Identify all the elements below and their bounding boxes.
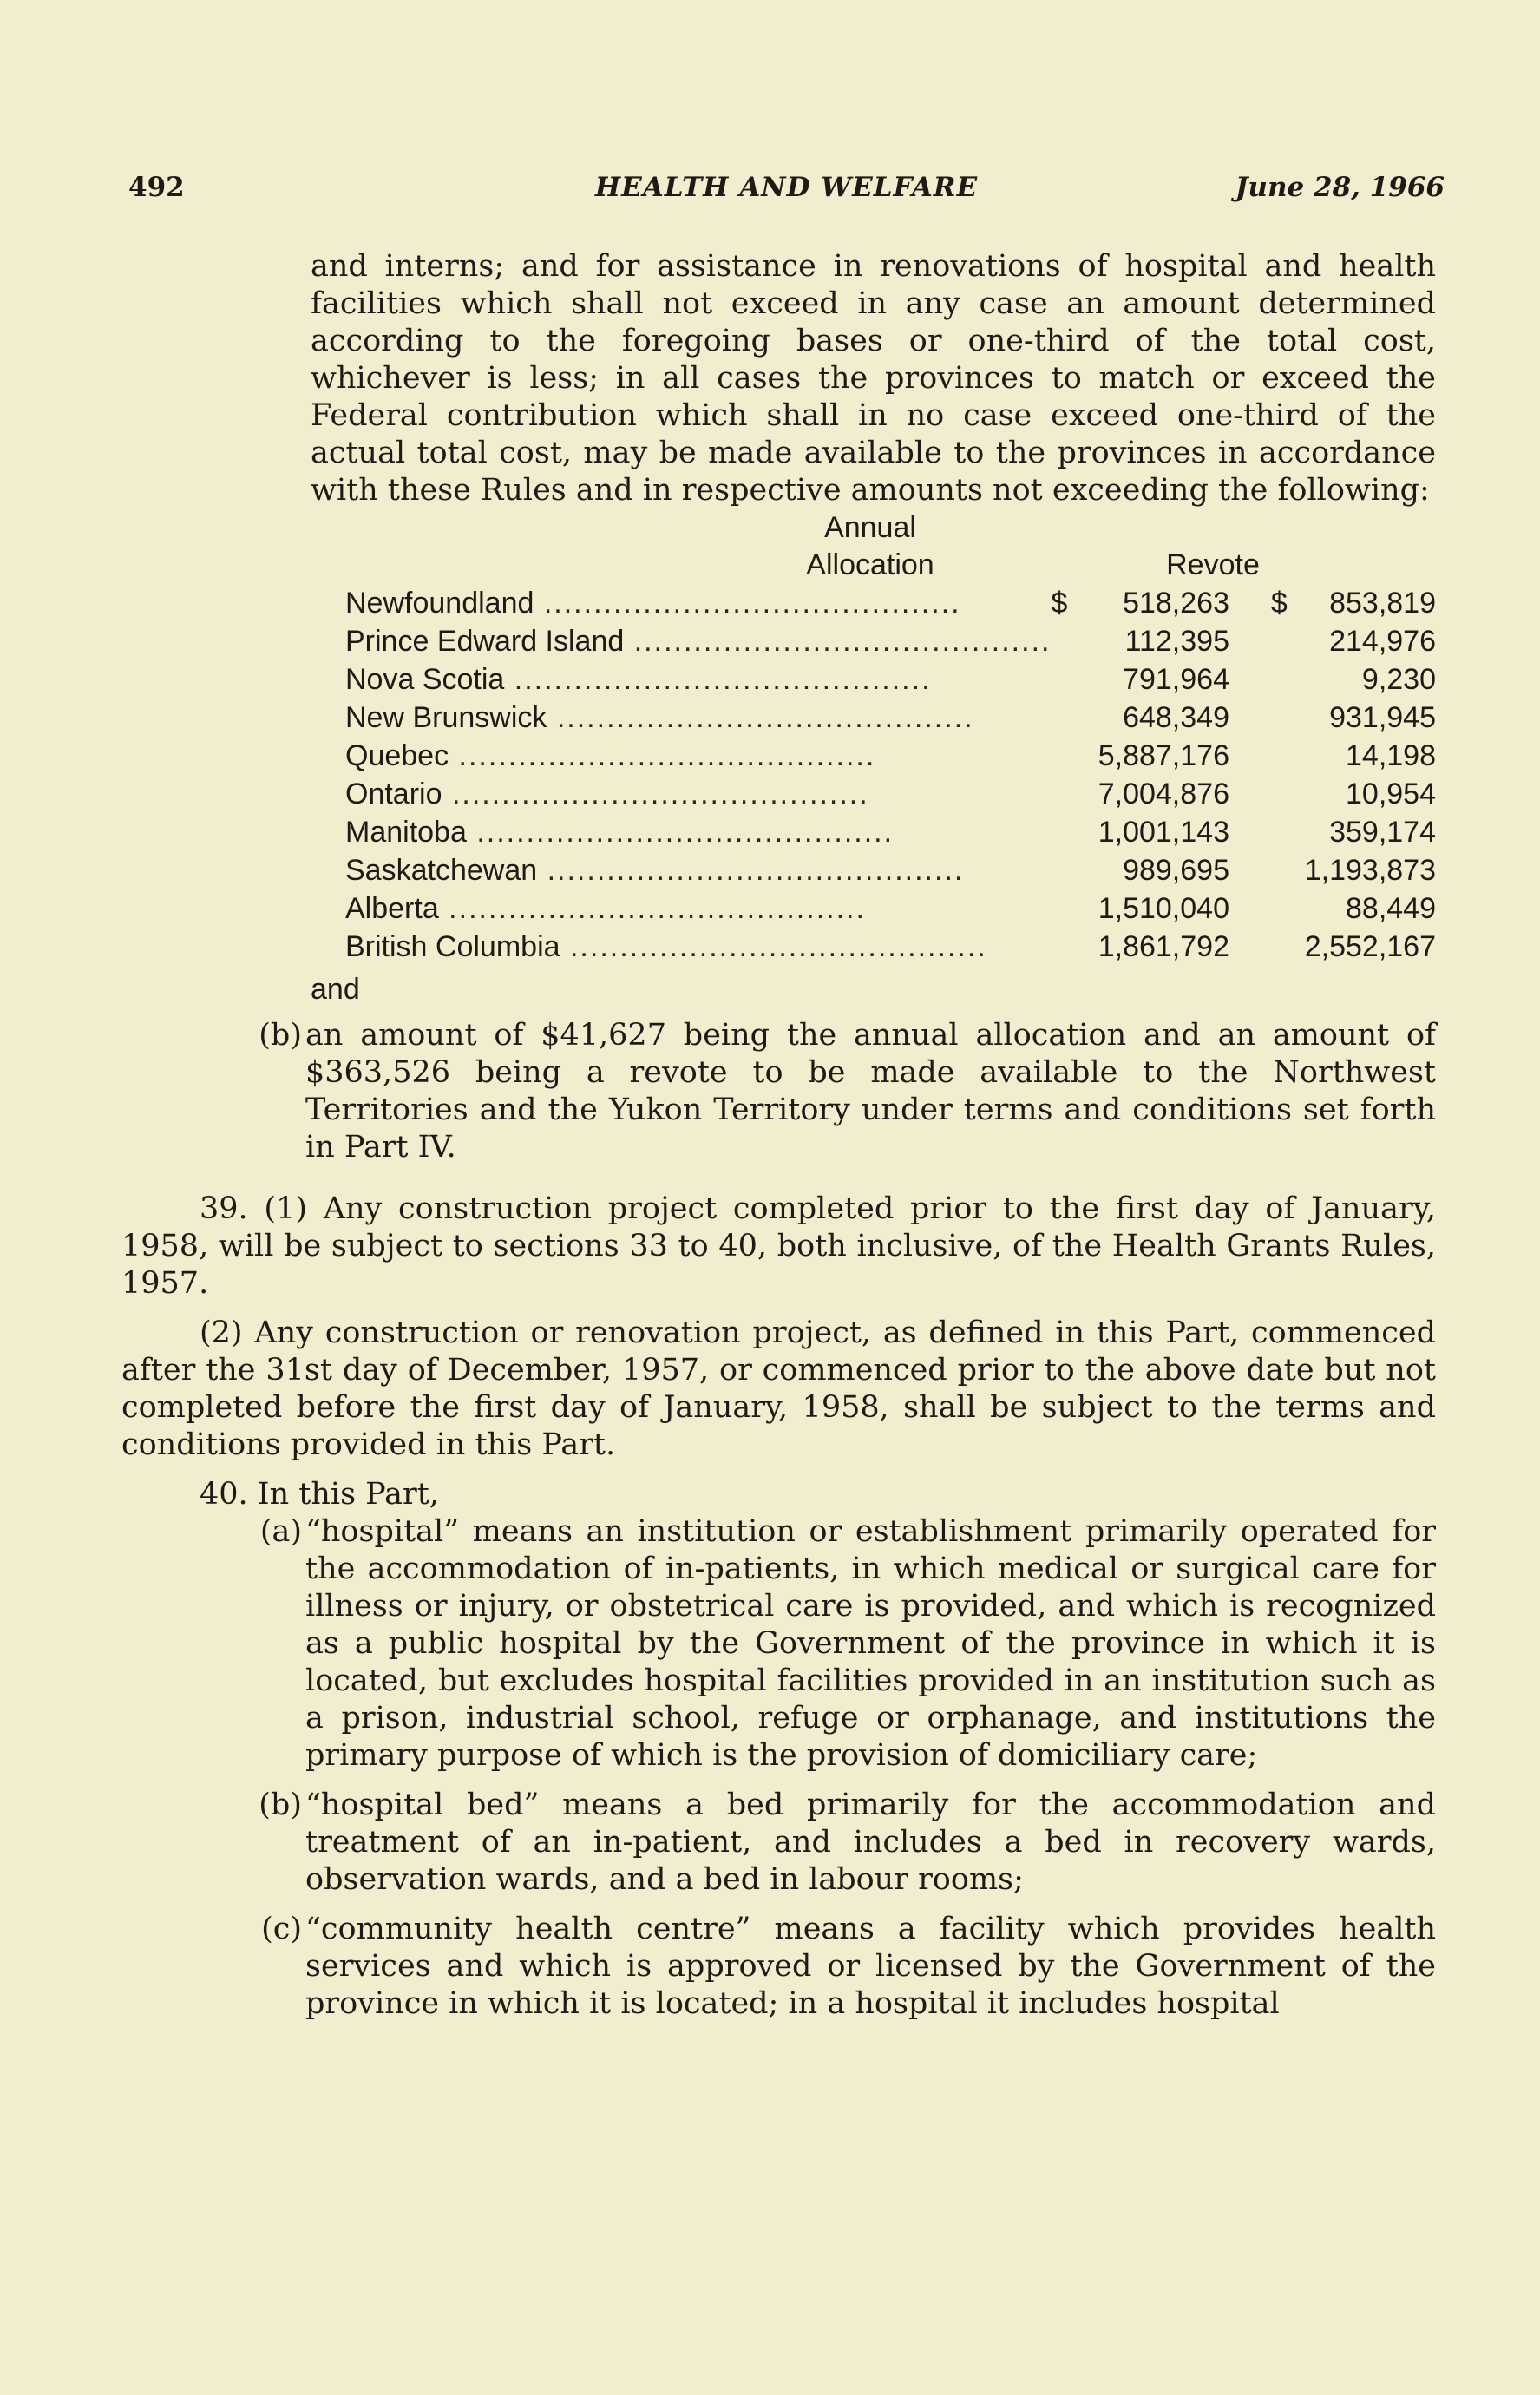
header-annual: Annual <box>824 511 916 544</box>
table-row <box>345 622 1436 660</box>
allocation-value: 7,004,876 <box>1098 778 1229 810</box>
province-name: Nova Scotia .......................................... <box>345 663 932 696</box>
definition-b <box>121 1787 1436 1899</box>
allocation-dollar-sign <box>1051 889 1072 928</box>
revote-dollar-sign <box>1229 737 1288 775</box>
definition-a-text: “hospital” means an institution or establishment primarily operated for the accommodation of in-patients, in which medical or surgical care for illness or injury, or obstetrical care is provided, and which is recognized as a public hospital by the Government of the province in which it is located, but excludes hospital facilities provided in an institution such as a prison, industrial school, refuge or orphanage, and institutions the primary purpose of which is the provision of domiciliary care; <box>305 1514 1436 1773</box>
page-header <box>128 172 1445 210</box>
section-40-intro: 40. In this Part, <box>200 1477 439 1512</box>
definition-b-label: (b) <box>259 1788 302 1822</box>
allocation-dollar-sign <box>1051 737 1072 775</box>
province-name: British Columbia .......................................... <box>345 930 987 963</box>
leader-dots: .......................................... <box>560 930 987 963</box>
revote-value: 214,976 <box>1329 625 1436 658</box>
leader-dots: .......................................... <box>449 739 876 772</box>
leader-dots: .......................................... <box>537 854 965 887</box>
revote-value: 88,449 <box>1346 892 1436 925</box>
section-39-2: (2) Any construction or renovation project, as defined in this Part, commenced after the 31st day of December, 1957, or commenced prior to the above date but not completed before the first day of January, 1958, shall be subject to the terms and conditions provided in this Part. <box>121 1316 1436 1462</box>
item-b-label: (b) <box>259 1018 302 1053</box>
definition-c-text: “community health centre” means a facility which provides health services and which is approved or licensed by the Government of the province in which it is located; in a hospital it includes hospital <box>305 1912 1436 2021</box>
province-name: Prince Edward Island .......................................... <box>345 625 1052 658</box>
table-row <box>345 889 1436 928</box>
province-name: Alberta .......................................... <box>345 892 866 925</box>
table-row <box>345 775 1436 813</box>
allocation-dollar-sign <box>1051 775 1072 813</box>
header-revote: Revote <box>1166 548 1260 581</box>
section-39-1: 39. (1) Any construction project completed prior to the first day of January, 1958, will be subject to sections 33 to 40, both inclusive, of the Health Grants Rules, 1957. <box>121 1191 1436 1301</box>
revote-dollar-sign <box>1229 775 1288 813</box>
table-row <box>345 699 1436 737</box>
province-name: Ontario .......................................... <box>345 778 869 810</box>
revote-value: 9,230 <box>1361 663 1436 696</box>
item-b-text: an amount of $41,627 being the annual allocation and an amount of $363,526 being a revote to be made available to the Northwest Territories and the Yukon Territory under terms and conditions set forth in Part IV. <box>305 1018 1436 1165</box>
revote-dollar-sign: $ <box>1270 587 1288 620</box>
definition-a <box>121 1513 1436 1775</box>
revote-value: 931,945 <box>1329 701 1436 734</box>
leader-dots: .......................................... <box>547 701 974 734</box>
intro-paragraph: and interns; and for assistance in renovations of hospital and health facilities which shall not exceed in any case an amount determined according to the foregoing bases or one-third of the total cost, whichever is less; in all cases the provinces to match or exceed the Federal contribution which shall in no case exceed one-third of the actual total cost, may be made available to the provinces in accordance with these Rules and in respective amounts not exceeding the following: <box>311 249 1436 508</box>
allocation-value: 1,510,040 <box>1098 892 1229 925</box>
revote-dollar-sign <box>1229 851 1288 889</box>
province-name: Quebec .......................................... <box>345 739 876 772</box>
table-row <box>345 584 1436 622</box>
leader-dots: .......................................... <box>504 663 932 696</box>
allocation-value: 1,861,792 <box>1098 930 1229 963</box>
and-connector: and <box>311 973 360 1006</box>
table-row <box>345 813 1436 851</box>
revote-dollar-sign <box>1229 660 1288 699</box>
item-b-northwest <box>121 1017 1436 1166</box>
province-name: Saskatchewan .......................................... <box>345 854 965 887</box>
definition-c-label: (c) <box>261 1912 302 1946</box>
table-row <box>345 928 1436 966</box>
allocation-dollar-sign <box>1051 622 1072 660</box>
leader-dots: .......................................... <box>438 892 866 925</box>
page-number: 492 <box>128 172 185 203</box>
allocation-value: 791,964 <box>1123 663 1229 696</box>
table-header <box>311 509 1436 584</box>
header-allocation: Allocation <box>806 548 934 581</box>
revote-value: 853,819 <box>1329 587 1436 620</box>
definition-c <box>121 1911 1436 2023</box>
allocation-dollar-sign <box>1051 813 1072 851</box>
province-name: Manitoba .......................................... <box>345 816 895 849</box>
running-title: HEALTH AND WELFARE <box>594 172 979 203</box>
revote-value: 10,954 <box>1346 778 1436 810</box>
revote-value: 1,193,873 <box>1304 854 1436 887</box>
revote-value: 14,198 <box>1346 739 1436 772</box>
allocation-dollar-sign: $ <box>1051 587 1068 620</box>
definition-a-label: (a) <box>259 1514 302 1549</box>
allocation-dollar-sign <box>1051 928 1072 966</box>
allocation-value: 112,395 <box>1124 625 1229 658</box>
leader-dots: .......................................... <box>466 816 895 849</box>
revote-dollar-sign <box>1229 889 1288 928</box>
leader-dots: .......................................... <box>624 625 1052 658</box>
revote-dollar-sign <box>1229 699 1288 737</box>
allocation-value: 5,887,176 <box>1098 739 1229 772</box>
revote-dollar-sign <box>1229 622 1288 660</box>
leader-dots: .......................................... <box>442 778 869 810</box>
definition-b-text: “hospital bed” means a bed primarily for the accommodation and treatment of an in-patient, and includes a bed in recovery wards, observation wards, and a bed in labour rooms; <box>305 1788 1436 1897</box>
table-row <box>345 737 1436 775</box>
table-row <box>345 851 1436 889</box>
page-body <box>121 248 1436 2023</box>
revote-dollar-sign <box>1229 928 1288 966</box>
allocation-value: 989,695 <box>1123 854 1229 887</box>
allocation-dollar-sign <box>1051 660 1072 699</box>
allocation-value: 648,349 <box>1123 701 1229 734</box>
leader-dots: .......................................... <box>534 587 961 620</box>
allocation-dollar-sign <box>1051 699 1072 737</box>
revote-value: 2,552,167 <box>1304 930 1436 963</box>
allocation-table <box>345 584 1436 966</box>
province-name: New Brunswick .......................................... <box>345 701 974 734</box>
revote-dollar-sign <box>1229 813 1288 851</box>
allocation-value: 518,263 <box>1123 587 1229 620</box>
allocation-dollar-sign <box>1051 851 1072 889</box>
table-row <box>345 660 1436 699</box>
revote-value: 359,174 <box>1329 816 1436 849</box>
header-date: June 28, 1966 <box>1235 172 1445 203</box>
allocation-value: 1,001,143 <box>1098 816 1229 849</box>
province-name: Newfoundland .......................................... <box>345 587 961 620</box>
